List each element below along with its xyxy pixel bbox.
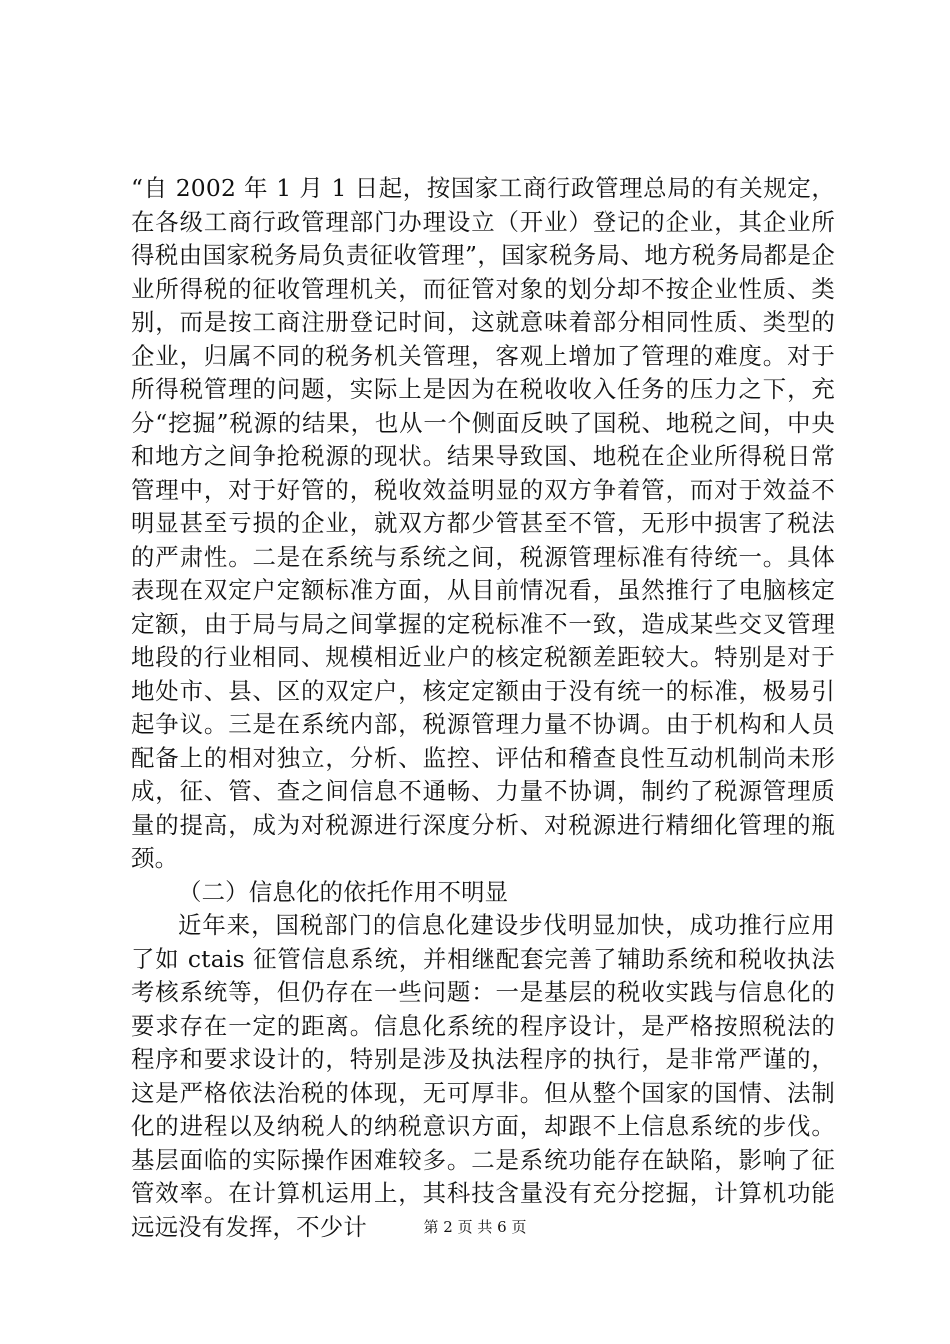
page-footer <box>0 1216 950 1237</box>
page-number-label: 第 2 页 共 6 页 <box>423 1218 527 1236</box>
paragraph-body-2: 近年来，国税部门的信息化建设步伐明显加快，成功推行应用了如 ctais 征管信息系统，并相继配套完善了辅助系统和税收执法考核系统等，但仍存在一些问题：一是基层的税收实践与信息化的要求存在一定的距离。信息化系统的程序设计，是严格按照税法的程序和要求设计的，特别是涉及执法程序的执行，是非常严谨的，这是严格依法治税的体现，无可厚非。但从整个国家的国情、法制化的进程以及纳税人的纳税意识方面，却跟不上信息系统的步伐。基层面临的实际操作困难较多。二是系统功能存在缺陷，影响了征管效率。在计算机运用上，其科技含量没有充分挖掘，计算机功能远远没有发挥，不少计 <box>131 911 835 1241</box>
paragraph-body-1: “自 2002 年 1 月 1 日起，按国家工商行政管理总局的有关规定，在各级工商行政管理部门办理设立（开业）登记的企业，其企业所得税由国家税务局负责征收管理”，国家税务局、地方税务局都是企业所得税的征收管理机关，而征管对象的划分却不按企业性质、类别，而是按工商注册登记时间，这就意味着部分相同性质、类型的企业，归属不同的税务机关管理，客观上增加了管理的难度。对于所得税管理的问题，实际上是因为在税收收入任务的压力之下，充分“挖掘”税源的结果，也从一个侧面反映了国税、地税之间，中央和地方之间争抢税源的现状。结果导致国、地税在企业所得税日常管理中，对于好管的，税收效益明显的双方争着管，而对于效益不明显甚至亏损的企业，就双方都少管甚至不管，无形中损害了税法的严肃性。二是在系统与系统之间，税源管理标准有待统一。具体表现在双定户定额标准方面，从目前情况看，虽然推行了电脑核定定额，由于局与局之间掌握的定税标准不一致，造成某些交叉管理地段的行业相同、规模相近业户的核定税额差距较大。特别是对于地处市、县、区的双定户，核定定额由于没有统一的标准，极易引起争议。三是在系统内部，税源管理力量不协调。由于机构和人员配备上的相对独立，分析、监控、评估和稽查良性互动机制尚未形成，征、管、查之间信息不通畅、力量不协调，制约了税源管理质量的提高，成为对税源进行深度分析、对税源进行精细化管理的瓶颈。 <box>131 174 835 872</box>
document-body <box>131 172 835 1244</box>
section-heading: （二）信息化的依托作用不明显 <box>178 877 509 906</box>
